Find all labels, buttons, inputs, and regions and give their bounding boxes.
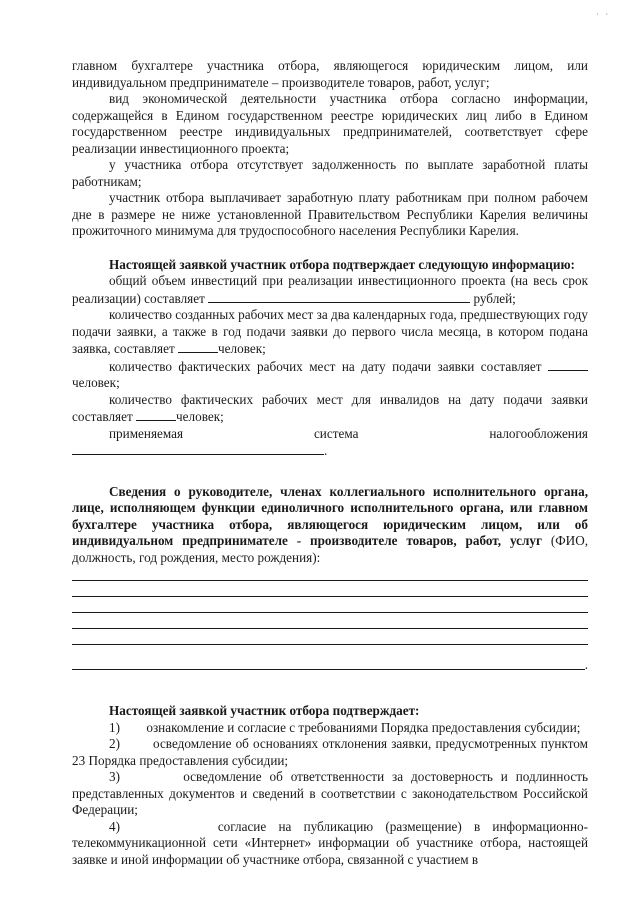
- tax-system-blank-line: [72, 442, 588, 460]
- section2-heading: Сведения о руководителе, членах коллегиального исполнительного органа, лице, исполняющем функции единоличного исполнительного органа, или главном бухгалтере участника отбора, являющегося юридическим лицом, или об индивидуальном предпринимателе - производителе товаров, работ, услуг: [72, 483, 588, 548]
- manager-info-line[interactable]: [72, 628, 588, 629]
- item-text: ознакомление и согласие с требованиями Порядка предоставления субсидии;: [146, 719, 581, 735]
- investment-paragraph: [72, 273, 588, 307]
- tax-system-end: .: [324, 443, 328, 458]
- item-text: осведомление об основаниях отклонения заявки, предусмотренных пунктом 23 Порядка предоставления субсидии;: [72, 736, 588, 768]
- investment-label: общий объем инвестиций при реализации инвестиционного проекта (на весь срок реализации) составляет: [72, 273, 588, 306]
- jobs-created-label: количество созданных рабочих мест за два календарных года, предшествующих году подачи заявки, а также в год подачи заявки до первого числа месяца, в котором подана заявка, составляет: [72, 307, 588, 356]
- jobs-disabled-paragraph: [72, 392, 588, 426]
- section2-heading-tail: (ФИО, должность, год рождения, место рождения):: [72, 533, 589, 565]
- intro-paragraph-4: участник отбора выплачивает заработную плату работникам при полном рабочем дне в размере не ниже установленной Правительством Республики Карелия величины прожиточного минимума для трудоспособного населения Республики Карелия.: [72, 190, 588, 238]
- investment-blank[interactable]: [208, 290, 470, 303]
- item-number: 1): [109, 719, 120, 735]
- item-number: 4): [109, 818, 120, 834]
- tax-word-3: налогообложения: [489, 425, 588, 441]
- jobs-actual-blank[interactable]: [548, 358, 588, 371]
- item-number: 2): [109, 736, 120, 751]
- manager-info-line[interactable]: [72, 669, 585, 670]
- item-text: осведомление об ответственности за достоверность и подлинность представленных документов и сведений в соответствии с законодательством Российской Федерации;: [72, 769, 588, 817]
- section2-heading-paragraph: [72, 484, 588, 567]
- manager-info-line[interactable]: [72, 580, 588, 581]
- confirmation-item-4: [72, 819, 588, 869]
- jobs-created-paragraph: [72, 307, 588, 358]
- item-number: 3): [109, 769, 120, 784]
- corner-mark: · ·: [596, 10, 610, 19]
- manager-info-line[interactable]: [72, 612, 588, 613]
- jobs-actual-paragraph: [72, 358, 588, 392]
- jobs-created-blank[interactable]: [178, 340, 218, 353]
- intro-paragraph-2: вид экономической деятельности участника отбора согласно информации, содержащейся в Едином государственном реестре юридических лиц либо в Едином государственном реестре индивидуальных предпринимателей, соответствует сфере реализации инвестиционного проекта;: [72, 91, 588, 156]
- section3-heading: Настоящей заявкой участник отбора подтверждает:: [109, 703, 420, 718]
- tax-word-1: применяемая: [109, 425, 184, 441]
- investment-unit: рублей;: [473, 290, 516, 306]
- intro-paragraph-3: у участника отбора отсутствует задолженность по выплате заработной платы работникам;: [72, 157, 588, 189]
- jobs-actual-unit: человек;: [72, 375, 120, 390]
- jobs-disabled-blank[interactable]: [136, 408, 176, 421]
- manager-info-last-line: [72, 657, 588, 672]
- tax-system-line: [72, 426, 588, 443]
- confirmation-item-3: [72, 769, 588, 819]
- manager-info-line[interactable]: [72, 596, 588, 597]
- confirmation-item-2: [72, 736, 588, 769]
- tax-word-2: система: [313, 425, 359, 441]
- confirmation-item-1: [72, 720, 588, 737]
- manager-info-end: .: [584, 657, 588, 672]
- section1-heading: Настоящей заявкой участник отбора подтверждает следующую информацию:: [109, 256, 575, 272]
- intro-paragraph-1: главном бухгалтере участника отбора, являющегося юридическим лицом, или индивидуальном предпринимателе – производителе товаров, работ, услуг;: [72, 58, 588, 90]
- jobs-disabled-unit: человек;: [176, 409, 224, 424]
- jobs-disabled-label: количество фактических рабочих мест для инвалидов на дату подачи заявки составляет: [72, 391, 588, 424]
- jobs-actual-label: количество фактических рабочих мест на дату подачи заявки составляет: [109, 358, 542, 374]
- tax-system-blank[interactable]: [72, 442, 324, 455]
- jobs-created-unit: человек;: [218, 341, 266, 356]
- document-body: [72, 58, 588, 868]
- manager-info-line[interactable]: [72, 644, 588, 645]
- manager-info-lines: [72, 580, 588, 670]
- item-text: согласие на публикацию (размещение) в информационно-телекоммуникационной сети «Интернет» информации об участнике отбора, настоящей заявке и иной информации об участнике отбора, связанной с участием в: [72, 818, 588, 867]
